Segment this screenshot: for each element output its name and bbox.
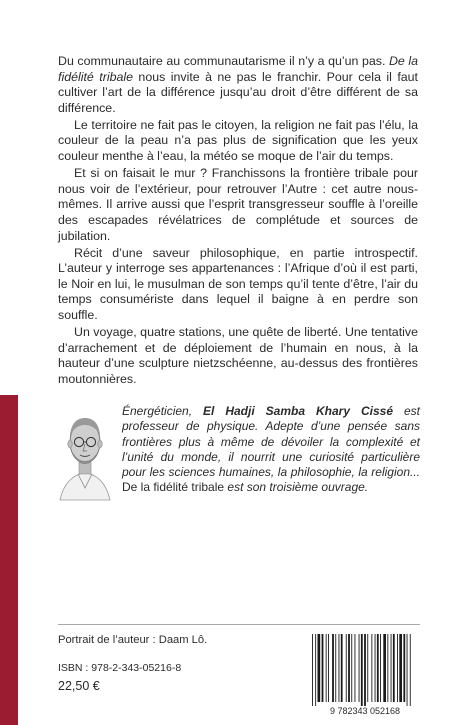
barcode-bar (328, 634, 329, 702)
barcode-bar (387, 634, 388, 702)
blurb-paragraph-3: Et si on faisait le mur ? Franchissons la frontière tribale pour nous voir de l’extérieur, pour retrouver l’Autre : cet autre nous-mêmes. Il arrive aussi que l’esprit transgresseur souffle à l’oreille des escapades révélatrices de complétude et sources de jubilation. (58, 166, 418, 243)
barcode-bar (375, 634, 376, 702)
barcode-bar (410, 634, 411, 706)
barcode-bar (322, 634, 324, 702)
price-label: 22,50 € (58, 679, 100, 693)
barcode-bar (407, 634, 408, 706)
barcode-bar (393, 634, 395, 702)
barcode-digits: 9 782343 052168 (329, 706, 401, 716)
barcode-bar (397, 634, 398, 702)
barcode-bar (355, 634, 356, 702)
blurb-paragraph-4: Récit d’une saveur philosophique, en partie introspectif. L’auteur y interroge ses appartenances : l’Afrique d’où il est parti, le Noir en lui, le musulman de son temps qu’il tente d’être, l’air du temps consumériste dans lequel il baigne à en perdre son souffle. (58, 245, 418, 322)
barcode-bar (364, 634, 366, 706)
barcode-bar (351, 634, 352, 702)
barcode-bar (399, 634, 402, 702)
barcode-bar (371, 634, 372, 702)
author-bio: Énergéticien, El Hadji Samba Khary Cissé est professeur de physique. Adepte d’une pensée sans frontières plus à même de dévoiler la complexité et l’unité du monde, il nourrit une curiosité particulière pour les sciences humaines, la philosophie, la religion... De la fidélité tribale est son troisième ouvrage. (122, 404, 421, 495)
barcode-bar (326, 634, 327, 702)
barcode-bar (403, 634, 405, 702)
barcode-bar (383, 634, 386, 702)
author-name: El Hadji Samba Khary Cissé (203, 404, 394, 418)
back-cover-blurb (58, 54, 418, 389)
barcode-bar (359, 634, 360, 702)
isbn-label: ISBN : 978-2-343-05216-8 (58, 662, 182, 674)
book-title-mention-2: De la fidélité tribale (122, 480, 225, 495)
barcode-bar (367, 634, 368, 702)
barcode-bar (346, 634, 347, 702)
barcode-bar (318, 634, 321, 702)
barcode-bar (377, 634, 379, 702)
blurb-paragraph-5: Un voyage, quatre stations, une quête de liberté. Une tentative d’arrachement et de déploiement de l’humain en nous, à la hauteur d’une sculpture nietzschéenne, au-dessus des frontières moutonnières. (58, 325, 418, 386)
footer-divider (58, 624, 420, 625)
portrait-credit: Portrait de l’auteur : Daam Lô. (58, 634, 208, 646)
barcode-bar (339, 634, 340, 702)
barcode-bar (335, 634, 336, 702)
book-title-mention: De la fidélité tribale (58, 54, 418, 84)
barcode-bar (332, 634, 334, 702)
isbn-barcode (306, 630, 424, 718)
barcode-bar (312, 634, 313, 706)
barcode-bar (380, 634, 381, 702)
barcode-bar (348, 634, 350, 702)
barcode-bar (361, 634, 363, 706)
barcode-bar (341, 634, 343, 702)
blurb-paragraph-2: Le territoire ne fait pas le citoyen, la religion ne fait pas l’élu, la couleur de la peau n’a pas plus de signification que les yeux couleur menthe à l’eau, la météo se moque de l’air du temps. (58, 117, 418, 164)
barcode-bar (391, 634, 392, 702)
cover-accent-bar (0, 395, 18, 725)
blurb-paragraph-1: Du communautaire au communautarisme il n’y a qu’un pas. De la fidélité tribale nous invite à ne pas le franchir. Pour cela il faut cultiver l’art de la différence jusqu’au droit d’être différent de sa différence. (58, 54, 418, 115)
barcode-bar (315, 634, 316, 706)
